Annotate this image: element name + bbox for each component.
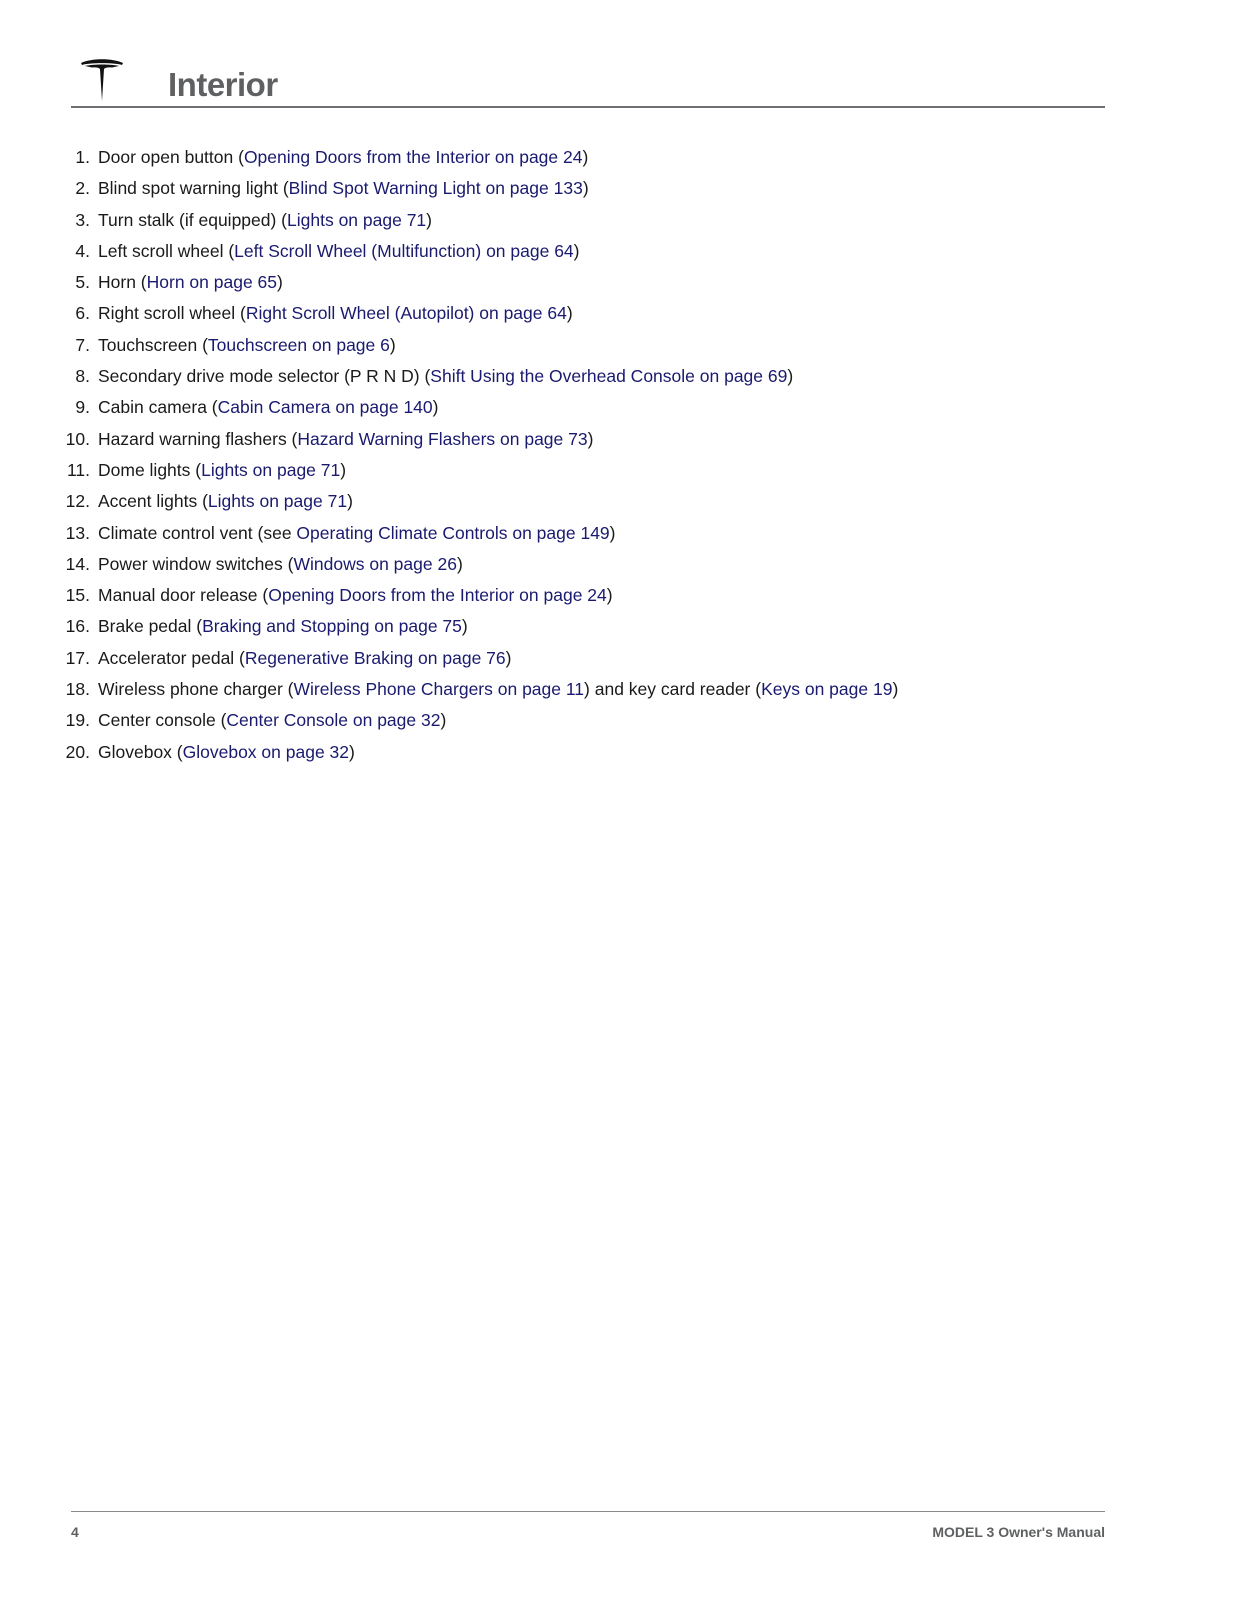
list-item <box>50 173 898 204</box>
page-number: 4 <box>71 1524 79 1540</box>
item-text: ) <box>440 710 447 731</box>
item-number: 16. <box>65 616 90 637</box>
item-text: ) <box>340 459 347 480</box>
item-label: Manual door release ( <box>98 585 269 606</box>
list-item <box>50 549 898 580</box>
item-text: ) <box>609 522 616 543</box>
item-label: Hazard warning flashers ( <box>98 428 298 449</box>
item-label: Blind spot warning light ( <box>98 178 289 199</box>
item-text: ) <box>587 428 594 449</box>
item-number: 9. <box>75 397 90 418</box>
list-item <box>50 737 898 768</box>
item-number: 20. <box>65 741 90 762</box>
list-item <box>50 643 898 674</box>
item-text: ) <box>582 147 589 167</box>
header-divider <box>71 106 1105 108</box>
interior-items-list <box>50 142 898 768</box>
list-item <box>50 486 898 517</box>
list-item <box>50 424 898 455</box>
item-label: Dome lights ( <box>98 459 202 480</box>
item-text: ) <box>456 553 463 574</box>
list-item <box>50 611 898 642</box>
cross-reference-link[interactable]: Regenerative Braking on page 76 <box>244 647 506 668</box>
cross-reference-link[interactable]: Left Scroll Wheel (Multifunction) on page 64 <box>234 240 574 261</box>
cross-reference-link[interactable]: Blind Spot Warning Light on page 133 <box>288 178 583 199</box>
item-number: 4. <box>75 240 90 261</box>
cross-reference-link[interactable]: Keys on page 19 <box>761 679 893 700</box>
list-item <box>50 267 898 298</box>
manual-title: MODEL 3 Owner's Manual <box>932 1524 1105 1540</box>
item-text: ) <box>573 240 580 261</box>
list-item <box>50 518 898 549</box>
item-label: Accelerator pedal ( <box>98 647 245 668</box>
item-text: ) <box>347 491 353 512</box>
item-number: 6. <box>75 303 90 324</box>
list-item <box>50 674 898 705</box>
item-label: Secondary drive mode selector (P R N D) ( <box>98 366 431 387</box>
item-text: ) <box>582 178 589 199</box>
footer-divider <box>71 1511 1105 1512</box>
list-item <box>50 705 898 736</box>
item-label: Brake pedal ( <box>98 616 203 637</box>
item-text: ) <box>566 303 573 324</box>
item-label: Cabin camera ( <box>98 397 218 418</box>
page-header <box>71 52 1105 110</box>
item-label: Right scroll wheel ( <box>98 303 246 324</box>
item-number: 12. <box>65 491 90 512</box>
item-number: 10. <box>65 428 90 449</box>
cross-reference-link[interactable]: Right Scroll Wheel (Autopilot) on page 64 <box>245 303 567 324</box>
cross-reference-link[interactable]: Shift Using the Overhead Console on page 69 <box>430 366 788 387</box>
item-number: 8. <box>75 366 90 387</box>
item-number: 18. <box>65 679 90 700</box>
cross-reference-link[interactable]: Operating Climate Controls on page 149 <box>296 522 610 543</box>
cross-reference-link[interactable]: Opening Doors from the Interior on page 24 <box>243 147 583 167</box>
item-text: ) <box>432 397 439 418</box>
item-text: ) <box>349 741 355 762</box>
cross-reference-link[interactable]: Touchscreen on page 6 <box>207 334 390 355</box>
list-item <box>50 455 898 486</box>
cross-reference-link[interactable]: Braking and Stopping on page 75 <box>202 616 462 637</box>
page-title: Interior <box>168 66 278 103</box>
list-item <box>50 330 898 361</box>
item-text: ) <box>606 585 613 606</box>
cross-reference-link[interactable]: Opening Doors from the Interior on page 24 <box>268 585 607 606</box>
item-text: ) <box>505 647 512 668</box>
list-item <box>50 580 898 611</box>
item-text: ) <box>787 366 794 387</box>
item-label: Door open button ( <box>98 147 244 167</box>
item-label: Glovebox ( <box>98 741 183 762</box>
cross-reference-link[interactable]: Lights on page 71 <box>201 459 341 480</box>
item-number: 2. <box>75 178 90 199</box>
list-item <box>50 142 898 173</box>
item-number: 15. <box>65 585 90 606</box>
item-number: 19. <box>65 710 90 731</box>
cross-reference-link[interactable]: Center Console on page 32 <box>226 710 441 731</box>
item-label: Power window switches ( <box>98 553 294 574</box>
item-text: ) <box>461 616 468 637</box>
tesla-logo-icon <box>79 56 125 102</box>
item-label: Wireless phone charger ( <box>98 679 294 700</box>
list-item <box>50 392 898 423</box>
cross-reference-link[interactable]: Hazard Warning Flashers on page 73 <box>297 428 588 449</box>
item-label: Horn ( <box>98 272 147 293</box>
list-item <box>50 298 898 329</box>
cross-reference-link[interactable]: Windows on page 26 <box>293 553 457 574</box>
cross-reference-link[interactable]: Lights on page 71 <box>287 209 427 230</box>
item-label: Touchscreen ( <box>98 334 208 355</box>
item-number: 1. <box>75 147 90 167</box>
item-text: ) <box>426 209 432 230</box>
cross-reference-link[interactable]: Glovebox on page 32 <box>182 741 350 762</box>
cross-reference-link[interactable]: Horn on page 65 <box>146 272 278 293</box>
cross-reference-link[interactable]: Wireless Phone Chargers on page 11 <box>293 679 585 700</box>
item-number: 3. <box>75 209 90 230</box>
item-text: ) and key card reader ( <box>584 679 762 700</box>
item-number: 7. <box>75 334 90 355</box>
item-number: 5. <box>75 272 90 293</box>
list-item <box>50 205 898 236</box>
cross-reference-link[interactable]: Cabin Camera on page 140 <box>217 397 433 418</box>
item-number: 13. <box>65 522 90 543</box>
item-number: 17. <box>65 647 90 668</box>
item-text: ) <box>892 679 899 700</box>
list-item <box>50 361 898 392</box>
item-text: ) <box>277 272 283 293</box>
item-label: Climate control vent (see <box>98 522 297 543</box>
item-label: Turn stalk (if equipped) ( <box>98 209 288 230</box>
item-number: 14. <box>65 553 90 574</box>
cross-reference-link[interactable]: Lights on page 71 <box>207 491 348 512</box>
list-item <box>50 236 898 267</box>
item-text: ) <box>389 334 396 355</box>
item-label: Left scroll wheel ( <box>98 240 235 261</box>
item-number: 11. <box>66 459 90 480</box>
item-label: Accent lights ( <box>98 491 208 512</box>
item-label: Center console ( <box>98 710 227 731</box>
